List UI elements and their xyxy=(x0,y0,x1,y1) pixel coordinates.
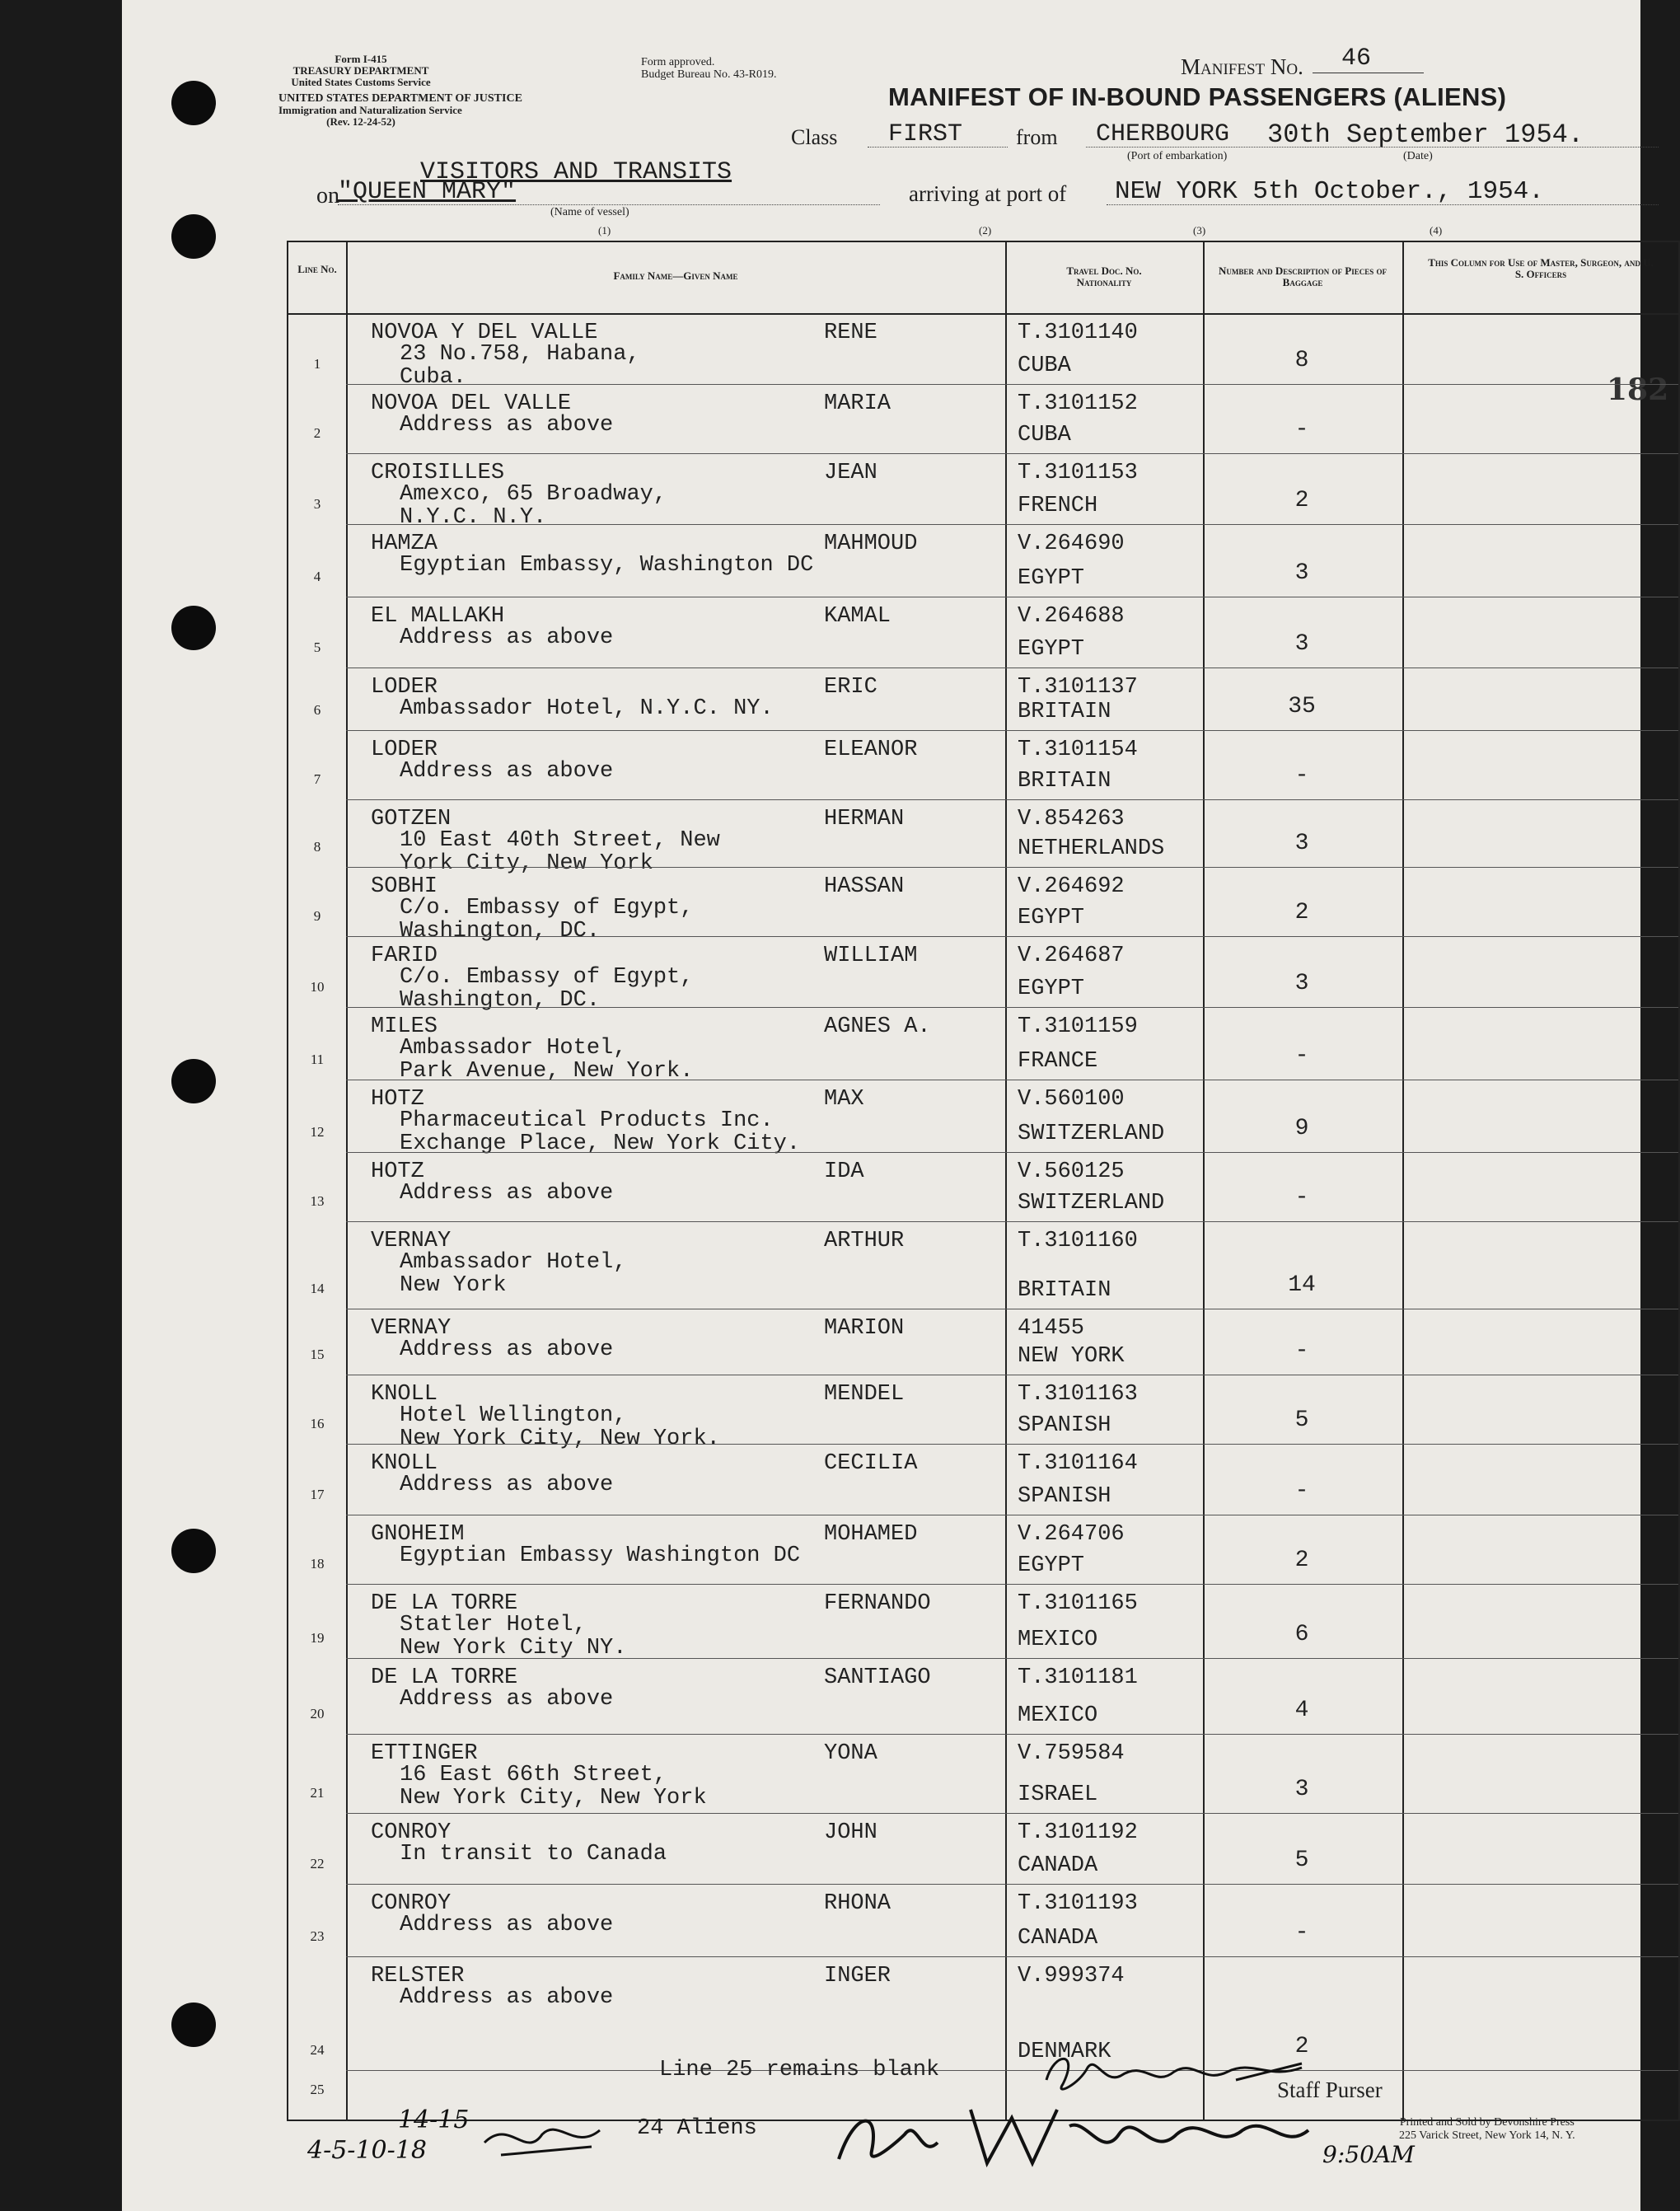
travel-doc-no: T.3101164 xyxy=(1018,1451,1138,1476)
line-number: 17 xyxy=(310,1487,325,1502)
treasury-dept: TREASURY DEPARTMENT xyxy=(292,64,429,77)
punch-hole xyxy=(171,606,216,650)
stamp-number: 182 xyxy=(1607,372,1669,407)
given-name: MENDEL xyxy=(824,1382,905,1407)
address: Pharmaceutical Products Inc. Exchange Place, New York City. xyxy=(400,1108,801,1156)
col-num-1: (1) xyxy=(598,224,611,237)
form-approved: Form approved. xyxy=(641,56,715,68)
address: Amexco, 65 Broadway, N.Y.C. N.Y. xyxy=(400,482,667,530)
nationality: CUBA xyxy=(1018,423,1071,447)
nationality: DENMARK xyxy=(1018,2040,1111,2064)
baggage-count: - xyxy=(1294,1338,1309,1364)
line-number: 19 xyxy=(310,1630,325,1646)
given-name: ELEANOR xyxy=(824,738,918,762)
travel-doc-no: V.264690 xyxy=(1018,532,1125,556)
family-name: CROISILLES xyxy=(371,461,505,485)
address: Ambassador Hotel, Park Avenue, New York. xyxy=(400,1036,694,1084)
baggage-count: 3 xyxy=(1294,971,1309,996)
baggage-count: - xyxy=(1294,417,1309,443)
family-name: ETTINGER xyxy=(371,1741,478,1766)
address: Address as above xyxy=(400,1337,614,1362)
family-name: RELSTER xyxy=(371,1964,465,1988)
initials-scribble xyxy=(476,2110,608,2167)
address: C/o. Embassy of Egypt, Washington, DC. xyxy=(400,965,694,1013)
address: Address as above xyxy=(400,625,614,650)
family-name: GOTZEN xyxy=(371,807,452,831)
nationality: EGYPT xyxy=(1018,1553,1085,1578)
nationality: SPANISH xyxy=(1018,1484,1111,1509)
line-number: 9 xyxy=(313,908,321,924)
col-header-baggage: Number and Description of Pieces of Baggage xyxy=(1219,265,1387,288)
nationality: MEXICO xyxy=(1018,1628,1098,1652)
family-name: CONROY xyxy=(371,1891,452,1916)
address: Egyptian Embassy, Washington DC xyxy=(400,553,814,578)
travel-doc-no: T.3101181 xyxy=(1018,1665,1138,1690)
address: Address as above xyxy=(400,1985,614,2010)
travel-doc-no: V.264687 xyxy=(1018,944,1125,968)
address: Ambassador Hotel, New York xyxy=(400,1250,627,1298)
passenger-table xyxy=(287,241,1680,2121)
printer-address: 225 Varick Street, New York 14, N. Y. xyxy=(1399,2129,1575,2142)
baggage-count: 2 xyxy=(1294,1548,1309,1573)
given-name: SANTIAGO xyxy=(824,1665,931,1690)
family-name: GNOHEIM xyxy=(371,1522,465,1547)
arrival-port-date: NEW YORK 5th October., 1954. xyxy=(1115,177,1544,206)
officer-signature xyxy=(822,2093,1448,2184)
nationality: FRENCH xyxy=(1018,494,1098,518)
family-name: EL MALLAKH xyxy=(371,604,505,629)
given-name: MAHMOUD xyxy=(824,532,918,556)
family-name: HOTZ xyxy=(371,1087,424,1112)
travel-doc-no: V.999374 xyxy=(1018,1964,1125,1988)
on-label: on xyxy=(316,183,339,208)
baggage-count: 6 xyxy=(1294,1622,1309,1647)
col-num-4: (4) xyxy=(1430,224,1443,237)
travel-doc-no: T.3101192 xyxy=(1018,1820,1138,1845)
line-number: 8 xyxy=(313,839,321,855)
line-number: 11 xyxy=(310,1052,325,1067)
nationality: SWITZERLAND xyxy=(1018,1122,1165,1146)
line-number: 18 xyxy=(310,1556,325,1572)
baggage-count: 3 xyxy=(1294,560,1309,586)
family-name: NOVOA Y DEL VALLE xyxy=(371,321,598,345)
baggage-count: 5 xyxy=(1294,1408,1309,1433)
date-caption: (Date) xyxy=(1403,150,1433,162)
given-name: CECILIA xyxy=(824,1451,918,1476)
given-name: MARION xyxy=(824,1316,905,1341)
customs-service: United States Customs Service xyxy=(291,76,431,88)
port-of-embarkation: CHERBOURG xyxy=(1096,120,1230,148)
given-name: MOHAMED xyxy=(824,1522,918,1547)
punch-hole xyxy=(171,1059,216,1103)
nationality: SWITZERLAND xyxy=(1018,1191,1165,1216)
hand-numbers: 14-15 xyxy=(398,2106,470,2134)
baggage-count: 2 xyxy=(1294,2034,1309,2059)
from-label: from xyxy=(1016,125,1058,149)
line-number: 12 xyxy=(310,1124,325,1140)
baggage-count: - xyxy=(1294,1920,1309,1946)
given-name: HASSAN xyxy=(824,874,905,899)
aliens-count: 24 Aliens xyxy=(637,2116,757,2141)
family-name: DE LA TORRE xyxy=(371,1591,518,1616)
line-number: 16 xyxy=(310,1416,325,1431)
address: Ambassador Hotel, N.Y.C. NY. xyxy=(400,696,774,721)
travel-doc-no: T.3101137 xyxy=(1018,675,1138,700)
printer-imprint xyxy=(1399,2116,1575,2143)
document-title: MANIFEST OF IN-BOUND PASSENGERS (ALIENS) xyxy=(888,82,1507,111)
address: Address as above xyxy=(400,759,614,784)
port-caption: (Port of embarkation) xyxy=(1127,150,1228,162)
nationality: BRITAIN xyxy=(1018,700,1111,724)
family-name: VERNAY xyxy=(371,1229,452,1253)
address: In transit to Canada xyxy=(400,1842,667,1867)
col-header-name: Family Name—Given Name xyxy=(613,269,738,282)
line-number: 7 xyxy=(313,771,321,787)
col-num-3: (3) xyxy=(1193,224,1206,237)
line-number: 23 xyxy=(310,1928,325,1944)
travel-doc-no: T.3101193 xyxy=(1018,1891,1138,1916)
punch-hole xyxy=(171,81,216,125)
revision-date: (Rev. 12-24-52) xyxy=(326,115,395,128)
hand-time: 9:50AM xyxy=(1322,2141,1415,2168)
hand-date: 4-5-10-18 xyxy=(307,2136,427,2165)
line25-note: Line 25 remains blank xyxy=(659,2058,940,2082)
family-name: VERNAY xyxy=(371,1316,452,1341)
given-name: IDA xyxy=(824,1159,864,1184)
nationality: CANADA xyxy=(1018,1926,1098,1951)
baggage-count: 3 xyxy=(1294,631,1309,657)
line-number: 14 xyxy=(310,1281,325,1296)
punch-hole xyxy=(171,1529,216,1573)
line-number: 2 xyxy=(313,425,321,441)
travel-doc-no: T.3101152 xyxy=(1018,391,1138,416)
address: 10 East 40th Street, New York City, New York xyxy=(400,828,720,876)
given-name: INGER xyxy=(824,1964,891,1988)
travel-doc-no: V.264706 xyxy=(1018,1522,1125,1547)
travel-doc-no: T.3101165 xyxy=(1018,1591,1138,1616)
address: C/o. Embassy of Egypt, Washington, DC. xyxy=(400,896,694,944)
subtitle-visitors-transits: VISITORS AND TRANSITS xyxy=(420,158,732,186)
manifest-no-value: 46 xyxy=(1341,45,1372,73)
address: Address as above xyxy=(400,1473,614,1497)
family-name: KNOLL xyxy=(371,1382,438,1407)
manifest-page xyxy=(122,0,1669,2211)
line-number: 6 xyxy=(313,702,321,718)
address: 16 East 66th Street, New York City, New York xyxy=(400,1763,707,1810)
nationality: CANADA xyxy=(1018,1853,1098,1878)
line-number: 3 xyxy=(313,496,321,512)
travel-doc-no: T.3101160 xyxy=(1018,1229,1138,1253)
line-number: 25 xyxy=(310,2082,325,2097)
nationality: EGYPT xyxy=(1018,977,1085,1001)
address: Egyptian Embassy Washington DC xyxy=(400,1543,801,1568)
address: Statler Hotel, New York City NY. xyxy=(400,1613,627,1661)
col-header-doc: Travel Doc. No. Nationality xyxy=(1066,265,1142,288)
travel-doc-no: T.3101159 xyxy=(1018,1014,1138,1039)
given-name: HERMAN xyxy=(824,807,905,831)
nationality: EGYPT xyxy=(1018,637,1085,662)
line-number: 13 xyxy=(310,1193,325,1209)
family-name: MILES xyxy=(371,1014,438,1039)
family-name: HAMZA xyxy=(371,532,438,556)
address: 23 No.758, Habana, Cuba. xyxy=(400,342,640,390)
family-name: KNOLL xyxy=(371,1451,438,1476)
nationality: FRANCE xyxy=(1018,1049,1098,1074)
form-approved-block xyxy=(641,56,776,81)
given-name: JEAN xyxy=(824,461,877,485)
family-name: LODER xyxy=(371,675,438,700)
form-id-block xyxy=(278,53,522,128)
nationality: NEW YORK xyxy=(1018,1344,1125,1369)
baggage-count: 3 xyxy=(1294,831,1309,856)
nationality: EGYPT xyxy=(1018,906,1085,930)
given-name: ARTHUR xyxy=(824,1229,905,1253)
nationality: NETHERLANDS xyxy=(1018,836,1165,861)
nationality: BRITAIN xyxy=(1018,769,1111,794)
line-number: 4 xyxy=(313,569,321,584)
nationality: CUBA xyxy=(1018,354,1071,378)
printer-name: Printed and Sold by Devonshire Press xyxy=(1399,2116,1575,2129)
address: Address as above xyxy=(400,1687,614,1712)
baggage-count: 9 xyxy=(1294,1116,1309,1141)
travel-doc-no: V.854263 xyxy=(1018,807,1125,831)
line-number: 20 xyxy=(310,1706,325,1721)
family-name: HOTZ xyxy=(371,1159,424,1184)
baggage-count: 3 xyxy=(1294,1777,1309,1802)
nationality: EGYPT xyxy=(1018,566,1085,591)
baggage-count: - xyxy=(1294,1185,1309,1211)
line-number: 21 xyxy=(310,1785,325,1801)
class-label: Class xyxy=(791,125,838,149)
travel-doc-no: 41455 xyxy=(1018,1316,1085,1341)
travel-doc-no: T.3101154 xyxy=(1018,738,1138,762)
baggage-count: 4 xyxy=(1294,1698,1309,1723)
baggage-count: 2 xyxy=(1294,900,1309,925)
line-number: 1 xyxy=(313,356,321,372)
line-number: 10 xyxy=(310,979,325,995)
travel-doc-no: V.560100 xyxy=(1018,1087,1125,1112)
address: Address as above xyxy=(400,1181,614,1206)
baggage-count: 8 xyxy=(1294,348,1309,373)
address: Address as above xyxy=(400,1913,614,1937)
given-name: ERIC xyxy=(824,675,877,700)
budget-bureau: Budget Bureau No. 43-R019. xyxy=(641,68,777,81)
line-number: 15 xyxy=(310,1347,325,1362)
nationality: MEXICO xyxy=(1018,1703,1098,1728)
given-name: RENE xyxy=(824,321,877,345)
family-name: LODER xyxy=(371,738,438,762)
nationality: BRITAIN xyxy=(1018,1278,1111,1303)
address: Hotel Wellington, New York City, New York. xyxy=(400,1403,720,1451)
family-name: FARID xyxy=(371,944,438,968)
manifest-no-label: Manifest No. xyxy=(1181,54,1303,79)
given-name: YONA xyxy=(824,1741,877,1766)
punch-hole xyxy=(171,2003,216,2047)
address: Address as above xyxy=(400,413,614,438)
travel-doc-no: T.3101163 xyxy=(1018,1382,1138,1407)
vessel-caption: (Name of vessel) xyxy=(550,206,629,218)
travel-doc-no: T.3101153 xyxy=(1018,461,1138,485)
line-number: 22 xyxy=(310,1856,325,1871)
arriving-label: arriving at port of xyxy=(909,181,1067,206)
family-name: NOVOA DEL VALLE xyxy=(371,391,572,416)
given-name: FERNANDO xyxy=(824,1591,931,1616)
col-header-line-no: Line No. xyxy=(297,263,337,275)
travel-doc-no: V.560125 xyxy=(1018,1159,1125,1184)
family-name: SOBHI xyxy=(371,874,438,899)
travel-doc-no: T.3101140 xyxy=(1018,321,1138,345)
given-name: RHONA xyxy=(824,1891,891,1916)
baggage-count: - xyxy=(1294,763,1309,789)
baggage-count: - xyxy=(1294,1478,1309,1504)
class-value: FIRST xyxy=(888,120,963,148)
given-name: AGNES A. xyxy=(824,1014,931,1039)
embarkation-date: 30th September 1954. xyxy=(1267,119,1584,150)
line-number: 24 xyxy=(310,2042,325,2058)
form-number: Form I-415 xyxy=(335,53,387,65)
given-name: JOHN xyxy=(824,1820,877,1845)
given-name: MARIA xyxy=(824,391,891,416)
travel-doc-no: V.264692 xyxy=(1018,874,1125,899)
line-number: 5 xyxy=(313,639,321,655)
family-name: DE LA TORRE xyxy=(371,1665,518,1690)
punch-hole xyxy=(171,214,216,259)
travel-doc-no: V.759584 xyxy=(1018,1741,1125,1766)
given-name: KAMAL xyxy=(824,604,891,629)
given-name: WILLIAM xyxy=(824,944,918,968)
justice-dept: UNITED STATES DEPARTMENT OF JUSTICE xyxy=(278,92,522,105)
given-name: MAX xyxy=(824,1087,864,1112)
baggage-count: - xyxy=(1294,1043,1309,1069)
nationality: ISRAEL xyxy=(1018,1782,1098,1807)
baggage-count: 35 xyxy=(1288,694,1316,719)
col-num-2: (2) xyxy=(979,224,992,237)
baggage-count: 5 xyxy=(1294,1848,1309,1873)
ins-service: Immigration and Naturalization Service xyxy=(278,104,462,116)
family-name: CONROY xyxy=(371,1820,452,1845)
baggage-count: 14 xyxy=(1288,1272,1316,1298)
travel-doc-no: V.264688 xyxy=(1018,604,1125,629)
nationality: SPANISH xyxy=(1018,1413,1111,1438)
vessel-name: "QUEEN MARY" xyxy=(338,178,517,206)
col-header-officers: This Column for Use of Master, Surgeon, and U. S. Officers xyxy=(1428,256,1654,280)
staff-purser-title: Staff Purser xyxy=(1277,2077,1383,2102)
baggage-count: 2 xyxy=(1294,488,1309,513)
